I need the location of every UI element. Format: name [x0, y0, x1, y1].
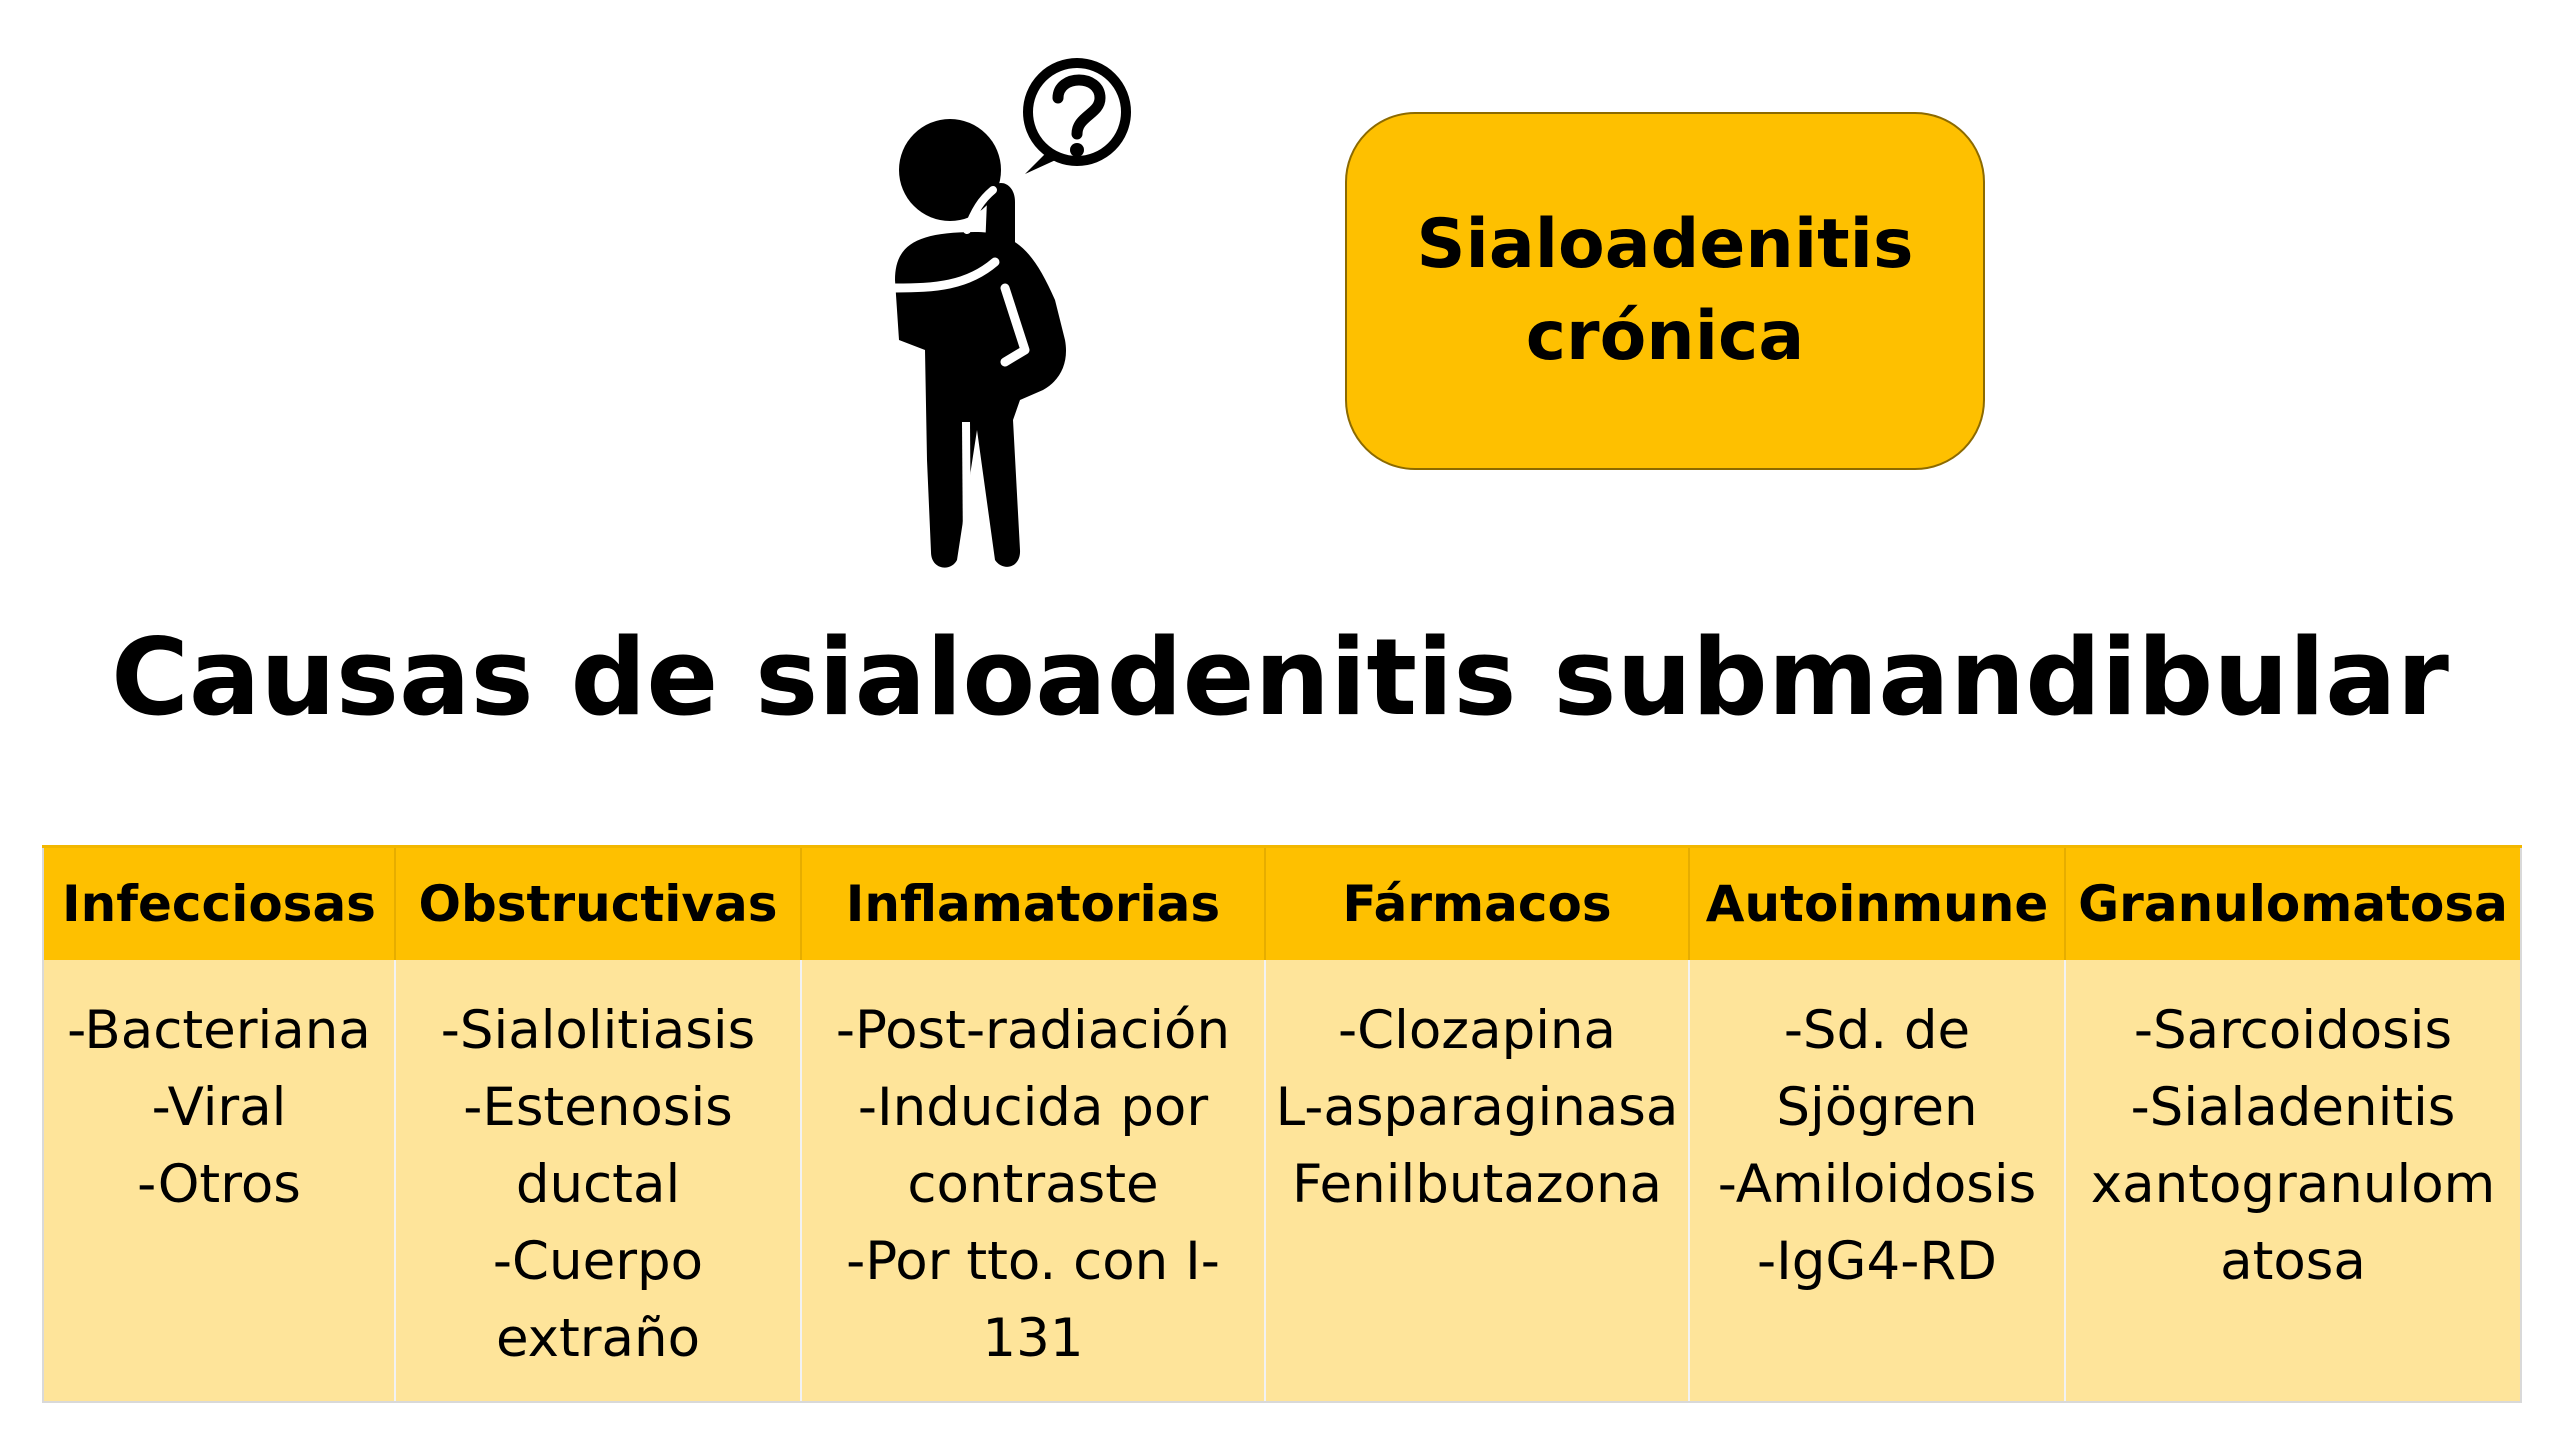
- list-item: Sjögren: [1776, 1077, 1978, 1138]
- badge-line: Sialoadenitis: [1416, 205, 1914, 284]
- badge-line: crónica: [1525, 297, 1805, 376]
- thinking-person-icon: [855, 50, 1155, 580]
- cell-granulomatosa: [2065, 960, 2521, 1402]
- header-infecciosas: Infecciosas: [43, 847, 395, 961]
- cell-autoinmune: [1689, 960, 2065, 1402]
- badge-label: [1385, 199, 1945, 383]
- list-item: -Amiloidosis: [1717, 1154, 2037, 1215]
- list-item: contraste: [907, 1154, 1159, 1215]
- list-item: -IgG4-RD: [1757, 1231, 1997, 1292]
- list-item: extraño: [495, 1308, 701, 1369]
- header-autoinmune: Autoinmune: [1689, 847, 2065, 961]
- cell-infecciosas: [43, 960, 395, 1402]
- causes-table: [42, 845, 2522, 1403]
- cell-farmacos: [1265, 960, 1689, 1402]
- header-obstructivas: Obstructivas: [395, 847, 801, 961]
- list-item: Fenilbutazona: [1291, 1154, 1663, 1215]
- page-title: Causas de sialoadenitis submandibular: [111, 616, 2449, 739]
- table-header-row: [43, 847, 2521, 961]
- list-item: -Sialolitiasis: [440, 1000, 756, 1061]
- list-item: -Post-radiación: [835, 1000, 1231, 1061]
- table-row: [43, 960, 2521, 1402]
- person-icon: [895, 119, 1066, 568]
- list-item: -Sarcoidosis: [2133, 1000, 2453, 1061]
- list-item: -Viral: [151, 1077, 287, 1138]
- header-inflamatorias: Inflamatorias: [801, 847, 1265, 961]
- list-item: 131: [982, 1308, 1084, 1369]
- header-granulomatosa: Granulomatosa: [2065, 847, 2521, 961]
- list-item: -Estenosis: [463, 1077, 733, 1138]
- list-item: -Sialadenitis: [2130, 1077, 2456, 1138]
- list-item: L-asparaginasa: [1275, 1077, 1679, 1138]
- list-item: -Cuerpo: [492, 1231, 704, 1292]
- header-farmacos: Fármacos: [1265, 847, 1689, 961]
- list-item: -Sd. de: [1783, 1000, 1971, 1061]
- list-item: -Inducida por: [857, 1077, 1209, 1138]
- list-item: ductal: [515, 1154, 681, 1215]
- list-item: -Otros: [137, 1154, 301, 1215]
- list-item: -Bacteriana: [67, 1000, 371, 1061]
- list-item: atosa: [2220, 1231, 2366, 1292]
- list-item: xantogranulom: [2090, 1154, 2496, 1215]
- sialoadenitis-cronica-badge: [1345, 112, 1985, 470]
- cell-obstructivas: [395, 960, 801, 1402]
- list-item: -Clozapina: [1337, 1000, 1617, 1061]
- cell-inflamatorias: [801, 960, 1265, 1402]
- question-bubble-icon: [1025, 63, 1126, 174]
- list-item: -Por tto. con I-: [846, 1231, 1220, 1292]
